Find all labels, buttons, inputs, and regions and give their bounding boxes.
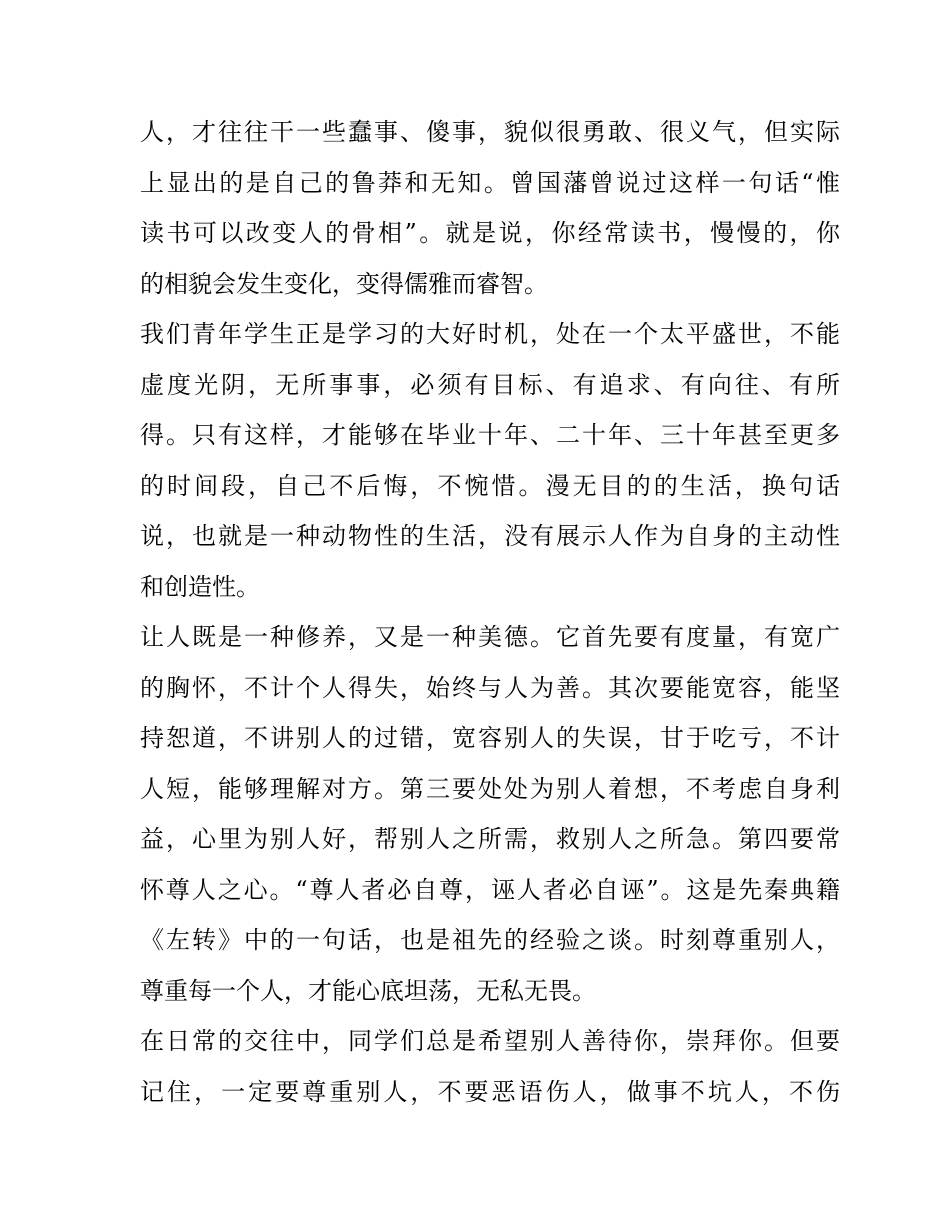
text-line: 在日常的交往中，同学们总是希望别人善待你，崇拜你。但要: [140, 1027, 840, 1055]
document-body: [140, 107, 840, 1117]
text-line: 人短，能够理解对方。第三要处处为别人着想，不考虑自身利: [140, 774, 840, 803]
text-line: 的相貌会发生变化，变得儒雅而睿智。: [140, 269, 548, 298]
text-line: 记住，一定要尊重别人，不要恶语伤人，做事不坑人，不伤: [140, 1077, 840, 1106]
text-line: 得。只有这样，才能够在毕业十年、二十年、三十年甚至更多: [140, 421, 840, 449]
text-line: 怀尊人之心。“尊人者必自尊，诬人者必自诬”。这是先秦典籍: [140, 875, 840, 904]
paragraph-2: [140, 309, 840, 612]
text-line: 让人既是一种修养，又是一种美德。它首先要有度量，有宽广: [140, 623, 840, 651]
text-line: 读书可以改变人的骨相”。就是说，你经常读书，慢慢的，你: [140, 219, 840, 247]
text-line: 的胸怀，不计个人得失，始终与人为善。其次要能宽容，能坚: [140, 673, 840, 702]
text-line: 的时间段，自己不后悔，不惋惜。漫无目的的生活，换句话: [140, 471, 840, 500]
text-line: 我们青年学生正是学习的大好时机，处在一个太平盛世，不能: [140, 320, 840, 348]
text-line: 虚度光阴，无所事事，必须有目标、有追求、有向往、有所: [140, 370, 840, 399]
paragraph-3: [140, 612, 840, 1016]
text-line: 《左转》中的一句话，也是祖先的经验之谈。时刻尊重别人，: [140, 926, 840, 954]
paragraph-1: [140, 107, 840, 309]
text-line: 尊重每一个人，才能心底坦荡，无私无畏。: [140, 976, 596, 1005]
text-line: 益，心里为别人好，帮别人之所需，救别人之所急。第四要常: [140, 825, 840, 853]
text-line: 人，才往往干一些蠢事、傻事，貌似很勇敢、很义气，但实际: [140, 118, 840, 146]
text-line: 和创造性。: [140, 572, 260, 601]
text-line: 上显出的是自己的鲁莽和无知。曾国藩曾说过这样一句话“惟: [140, 168, 840, 197]
text-line: 说，也就是一种动物性的生活，没有展示人作为自身的主动性: [140, 522, 840, 550]
text-line: 持恕道，不讲别人的过错，宽容别人的失误，甘于吃亏，不计: [140, 724, 840, 752]
paragraph-4: [140, 1016, 840, 1117]
